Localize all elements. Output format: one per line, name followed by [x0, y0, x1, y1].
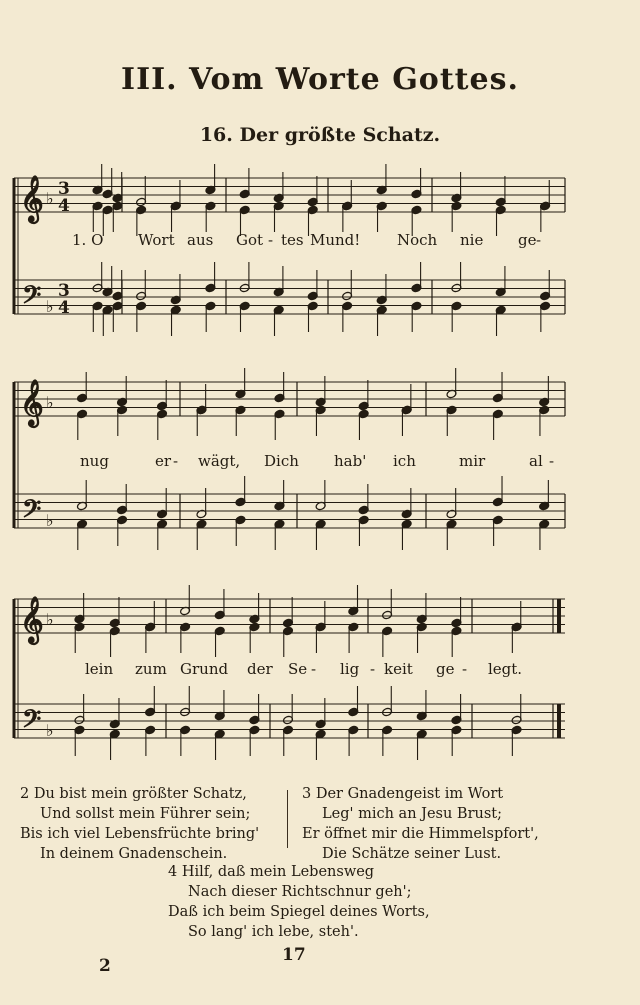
lyric-syllable: Got	[236, 231, 264, 249]
lyric-syllable: -	[536, 231, 542, 249]
time-signature: 3	[58, 281, 70, 301]
verse-divider	[287, 790, 288, 848]
flat-sign: ♭	[46, 721, 54, 740]
lyric-syllable: 1. O	[72, 231, 104, 249]
lyric-syllable: -	[370, 660, 376, 678]
verse-line: 4 Hilf, daß mein Lebensweg	[168, 864, 375, 880]
verse-line: Die Schätze seiner Lust.	[322, 846, 502, 862]
flat-sign: ♭	[46, 297, 54, 316]
lyric-syllable: Grund	[180, 660, 229, 678]
lyric-syllable: er	[155, 452, 172, 470]
verse-3	[302, 784, 539, 864]
flat-sign: ♭	[46, 393, 54, 412]
time-signature: 4	[58, 298, 70, 318]
verse-line: Er öffnet mir die Himmelspfort',	[302, 826, 539, 842]
treble-clef: 𝄞	[20, 175, 44, 222]
lyric-syllable: ge	[518, 231, 537, 249]
lyric-syllable: ich	[393, 452, 416, 470]
lyric-syllable: Wort	[138, 231, 175, 249]
lyric-syllable: al	[529, 452, 543, 470]
treble-clef: 𝄞	[20, 379, 44, 426]
lyric-syllable: lein	[85, 660, 114, 678]
lyric-syllable: Se	[288, 660, 308, 678]
lyric-syllable: legt.	[488, 660, 523, 678]
verse-line: 2 Du bist mein größter Schatz,	[20, 786, 247, 802]
bass-clef: 𝄢	[22, 281, 42, 316]
flat-sign: ♭	[46, 189, 54, 208]
bass-clef: 𝄢	[22, 705, 42, 740]
signature-mark: 2	[99, 956, 111, 976]
verse-line: Daß ich beim Spiegel deines Worts,	[168, 904, 430, 920]
lyric-syllable: wägt,	[198, 452, 241, 470]
lyric-syllable: aus	[187, 231, 214, 249]
lyric-syllable: -	[173, 452, 179, 470]
lyric-syllable: Noch	[397, 231, 438, 249]
lyric-syllable: nie	[460, 231, 484, 249]
time-signature: 3	[58, 179, 70, 199]
lyric-syllable: -	[462, 660, 468, 678]
hymn-title: 16. Der größte Schatz.	[199, 124, 441, 146]
lyric-syllable: Mund!	[310, 231, 361, 249]
lyric-syllable: der	[247, 660, 273, 678]
time-signature: 4	[58, 196, 70, 216]
section-title: III. Vom Worte Gottes.	[121, 62, 519, 97]
verse-line: In deinem Gnadenschein.	[40, 846, 228, 862]
lyric-syllable: -	[549, 452, 555, 470]
lyric-syllable: tes	[281, 231, 304, 249]
lyric-syllable: zum	[135, 660, 167, 678]
lyric-syllable: keit	[384, 660, 413, 678]
verse-line: Nach dieser Richtschnur geh';	[188, 884, 412, 900]
verse-line: Und sollst mein Führer sein;	[40, 806, 251, 822]
treble-clef: 𝄞	[20, 596, 44, 643]
verse-line: So lang' ich lebe, steh'.	[188, 924, 359, 940]
lyric-syllable: nug	[80, 452, 109, 470]
verse-line: Leg' mich an Jesu Brust;	[322, 806, 502, 822]
verse-line: Bis ich viel Lebensfrüchte bring'	[20, 826, 260, 842]
lyric-syllable: -	[268, 231, 274, 249]
lyric-syllable: lig	[340, 660, 360, 678]
page-number: 17	[282, 945, 306, 965]
lyric-syllable: Dich	[264, 452, 299, 470]
lyric-syllable: hab'	[334, 452, 367, 470]
verse-2	[20, 784, 259, 864]
flat-sign: ♭	[46, 511, 54, 530]
verse-line: 3 Der Gnadengeist im Wort	[302, 786, 504, 802]
verse-4	[168, 862, 430, 942]
lyric-syllable: mir	[459, 452, 486, 470]
lyric-syllable: -	[311, 660, 317, 678]
bass-clef: 𝄢	[22, 495, 42, 530]
lyric-syllable: ge	[436, 660, 455, 678]
flat-sign: ♭	[46, 610, 54, 629]
